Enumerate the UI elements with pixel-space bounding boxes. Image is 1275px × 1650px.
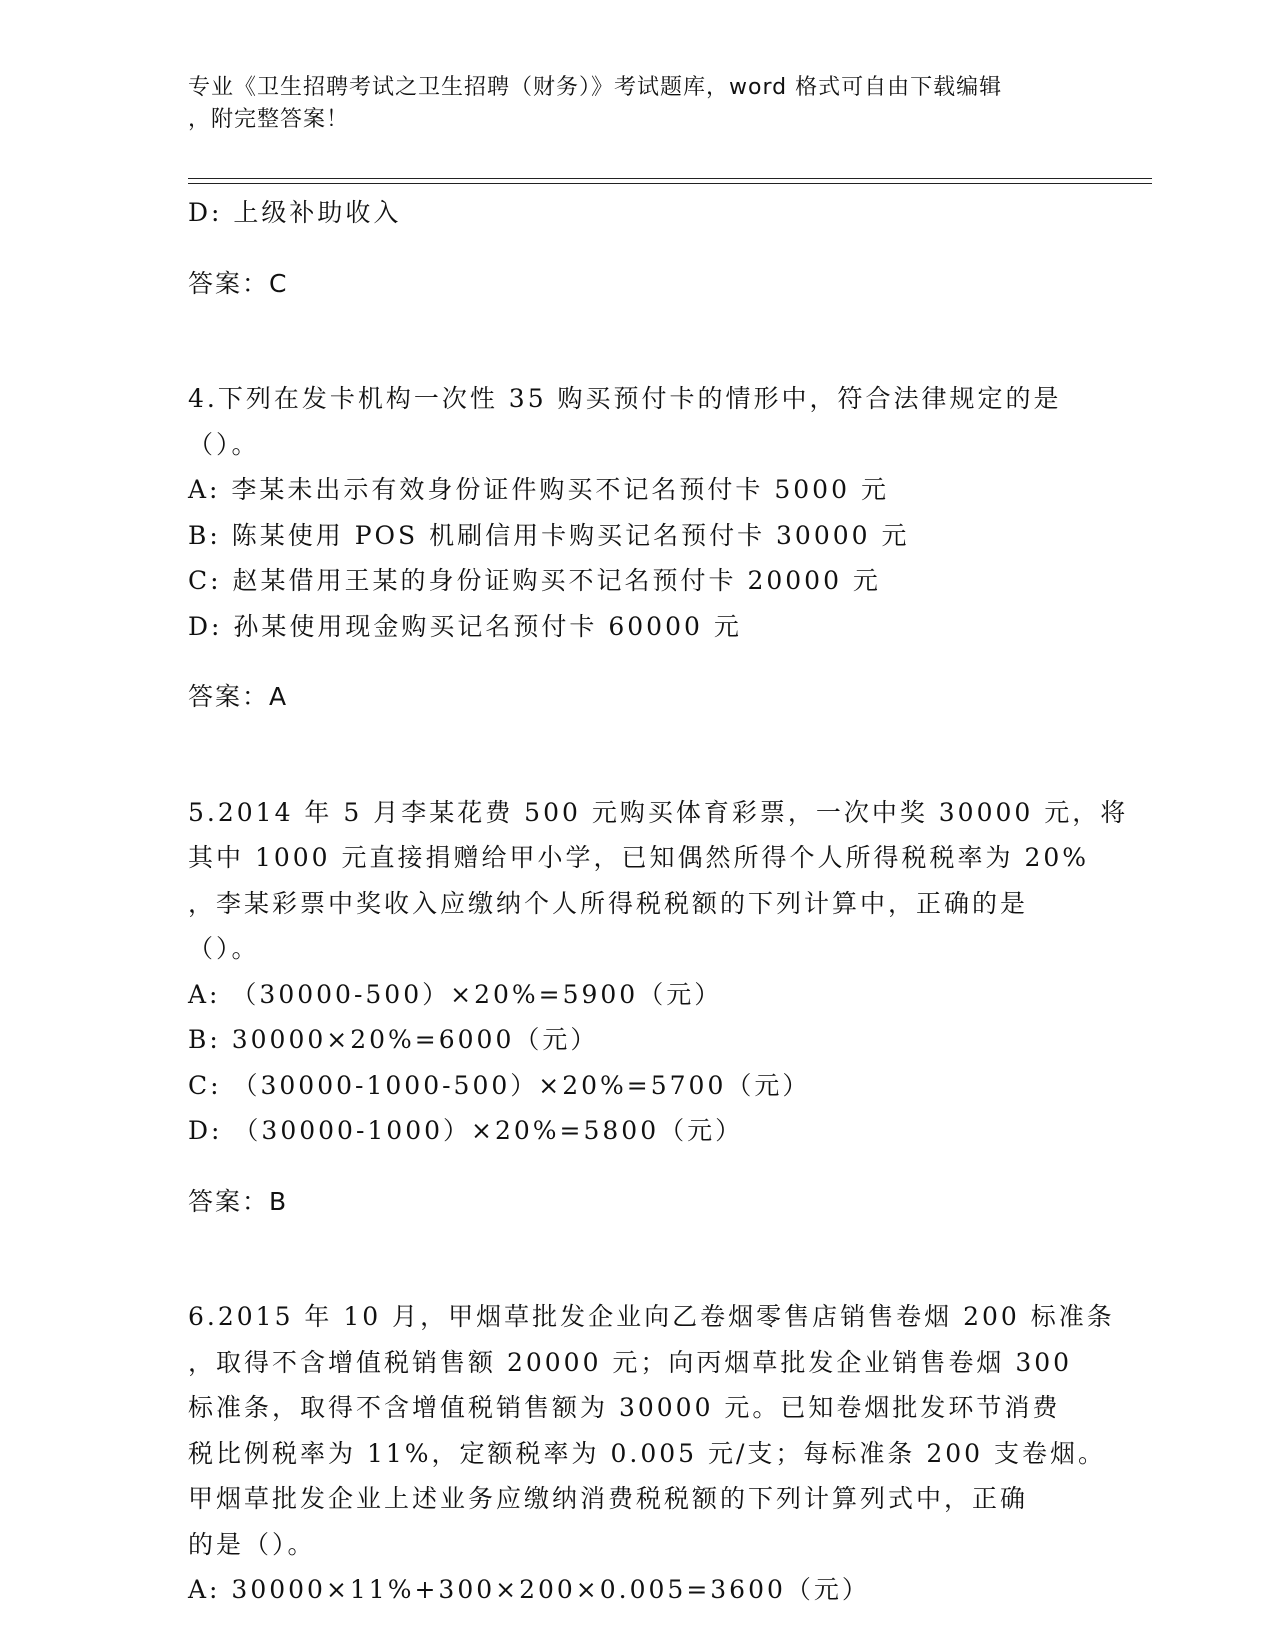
header-title-line-continued: ，附完整答案！ [188,107,350,132]
question-stem: ，李某彩票中奖收入应缴纳个人所得税税额的下列计算中，正确的是 [188,888,1029,918]
header-divider-bottom [188,183,1152,184]
header-divider-top [188,178,1152,179]
answer-line: 答案：A [188,682,289,711]
option-b: B: 陈某使用 POS 机刷信用卡购买记名预付卡 30000 元 [188,520,910,550]
question-5 [188,790,1129,1225]
answer-line: 答案：B [188,1186,289,1216]
option-d: D: 上级补助收入 [188,198,402,227]
option-b: B: 30000×20%=6000（元） [188,1025,599,1054]
question-stem: 其中 1000 元直接捐赠给甲小学，已知偶然所得个人所得税税率为 20% [188,843,1090,872]
header-title-line: 专业《卫生招聘考试之卫生招聘（财务）》考试题库，word 格式可自由下载编辑 [188,75,1003,100]
question-6 [188,1294,1115,1613]
question-3 [188,190,1088,306]
question-stem: 的是（）。 [188,1529,316,1559]
option-c: C: （30000-1000-500）×20%=5700（元） [188,1070,811,1100]
question-stem: 甲烟草批发企业上述业务应缴纳消费税税额的下列计算列式中，正确 [188,1484,1029,1513]
option-a: A: （30000-500）×20%=5900（元） [188,979,723,1009]
question-4 [188,376,1088,720]
option-a: A: 李某未出示有效身份证件购买不记名预付卡 5000 元 [188,475,889,504]
question-stem: ，取得不含增值税销售额 20000 元；向丙烟草批发企业销售卷烟 300 [188,1347,1073,1377]
spacer [188,745,1088,790]
spacer [188,331,1088,376]
answer-line: 答案：C [188,268,289,298]
question-stem: 税比例税率为 11%，定额税率为 0.005 元/支；每标准条 200 支卷烟。 [188,1438,1107,1468]
option-a: A: 30000×11%+300×200×0.005=3600（元） [188,1575,870,1604]
option-c: C: 赵某借用王某的身份证购买不记名预付卡 20000 元 [188,566,881,595]
document-body [188,190,1129,1613]
question-stem: 4.下列在发卡机构一次性 35 购买预付卡的情形中，符合法律规定的是 [188,384,1062,413]
spacer [188,1249,1088,1294]
option-d: D: 孙某使用现金购买记名预付卡 60000 元 [188,611,742,641]
question-stem: （）。 [188,429,260,459]
page-header [188,72,1088,136]
option-d: D: （30000-1000）×20%=5800（元） [188,1116,744,1145]
question-stem: （）。 [188,934,260,963]
question-stem: 5.2014 年 5 月李某花费 500 元购买体育彩票，一次中奖 30000 元，将 [188,797,1129,827]
question-stem: 6.2015 年 10 月，甲烟草批发企业向乙卷烟零售店销售卷烟 200 标准条 [188,1302,1115,1331]
question-stem: 标准条，取得不含增值税销售额为 30000 元。已知卷烟批发环节消费 [188,1393,1061,1422]
